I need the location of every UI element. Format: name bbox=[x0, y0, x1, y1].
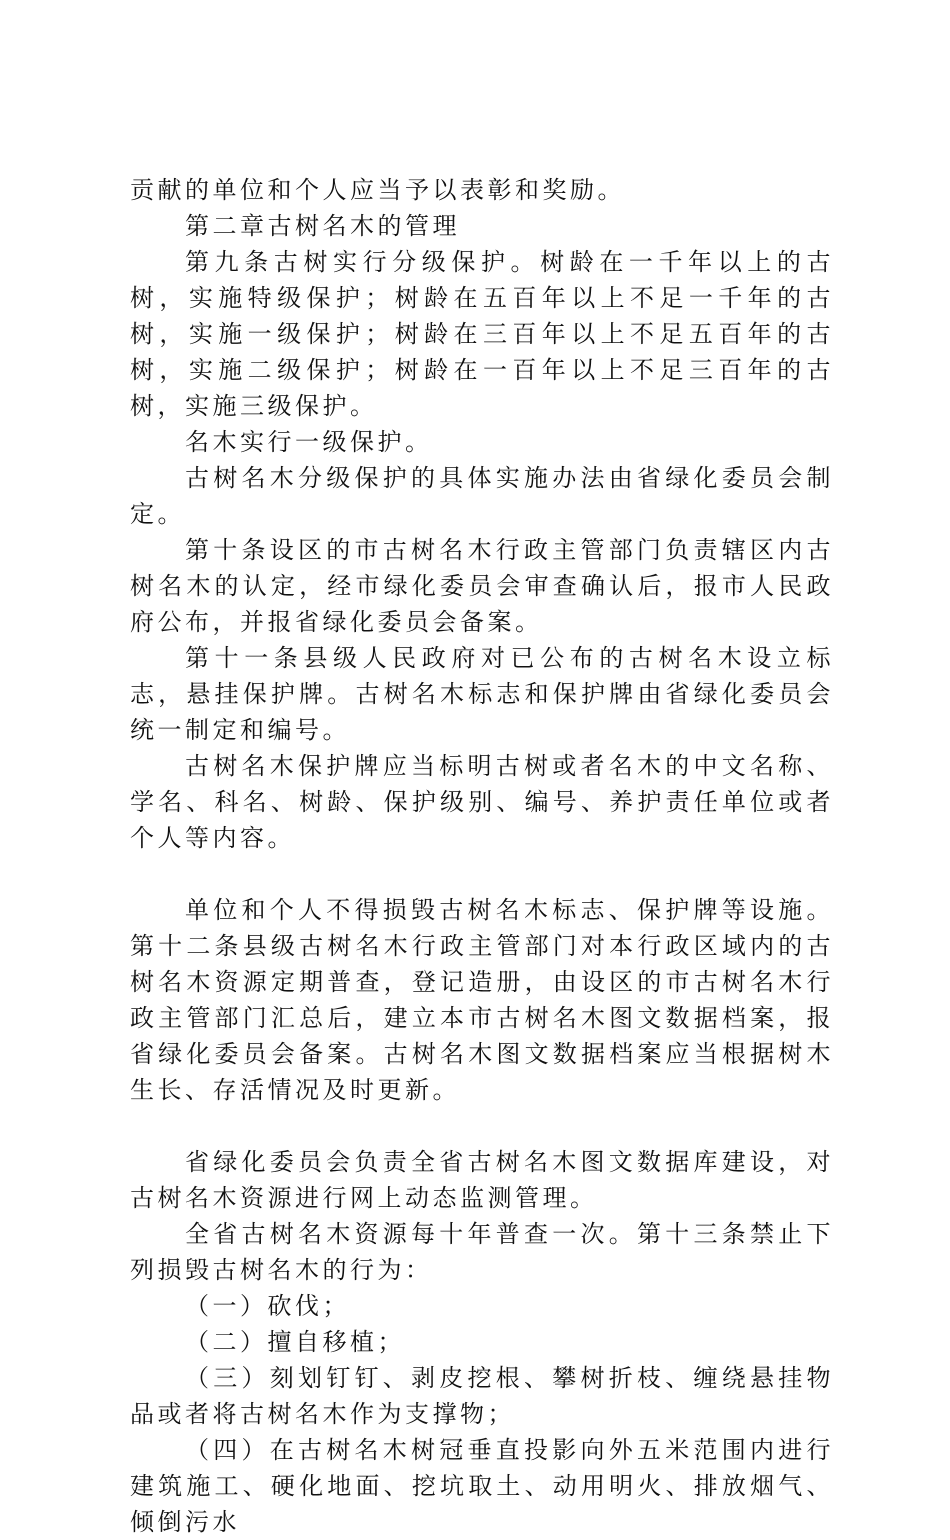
list-item: （二）擅自移植； bbox=[185, 1328, 405, 1356]
chapter-heading: 第二章古树名木的管理 bbox=[185, 212, 460, 240]
paragraph: 第十条设区的市古树名木行政主管部门负责辖区内古树名木的认定，经市绿化委员会审查确认后，报市人民政府公布，并报省绿化委员会备案。 bbox=[130, 536, 834, 636]
paragraph: 贡献的单位和个人应当予以表彰和奖励。 bbox=[130, 176, 625, 204]
paragraph: 第十一条县级人民政府对已公布的古树名木设立标志，悬挂保护牌。古树名木标志和保护牌由省绿化委员会统一制定和编号。 bbox=[130, 644, 834, 744]
paragraph: 单位和个人不得损毁古树名木标志、保护牌等设施。第十二条县级古树名木行政主管部门对本行政区域内的古树名木资源定期普查，登记造册，由设区的市古树名木行政主管部门汇总后，建立本市古树名木图文数据档案，报省绿化委员会备案。古树名木图文数据档案应当根据树木生长、存活情况及时更新。 bbox=[130, 896, 834, 1104]
paragraph: 第九条古树实行分级保护。树龄在一千年以上的古树，实施特级保护；树龄在五百年以上不足一千年的古树，实施一级保护；树龄在三百年以上不足五百年的古树，实施二级保护；树龄在一百年以上不足三百年的古树，实施三级保护。 bbox=[130, 248, 834, 420]
list-item: （四）在古树名木树冠垂直投影向外五米范围内进行建筑施工、硬化地面、挖坑取土、动用明火、排放烟气、倾倒污水 bbox=[130, 1436, 834, 1536]
paragraph: 省绿化委员会负责全省古树名木图文数据库建设，对古树名木资源进行网上动态监测管理。 bbox=[130, 1148, 834, 1212]
paragraph: 古树名木分级保护的具体实施办法由省绿化委员会制定。 bbox=[130, 464, 834, 528]
list-item: （一）砍伐； bbox=[185, 1292, 350, 1320]
paragraph: 名木实行一级保护。 bbox=[185, 428, 433, 456]
paragraph: 全省古树名木资源每十年普查一次。第十三条禁止下列损毁古树名木的行为： bbox=[130, 1220, 834, 1284]
list-item: （三）刻划钉钉、剥皮挖根、攀树折枝、缠绕悬挂物品或者将古树名木作为支撑物； bbox=[130, 1364, 834, 1428]
paragraph: 古树名木保护牌应当标明古树或者名木的中文名称、学名、科名、树龄、保护级别、编号、养护责任单位或者个人等内容。 bbox=[130, 752, 834, 852]
document-body bbox=[130, 172, 834, 1540]
